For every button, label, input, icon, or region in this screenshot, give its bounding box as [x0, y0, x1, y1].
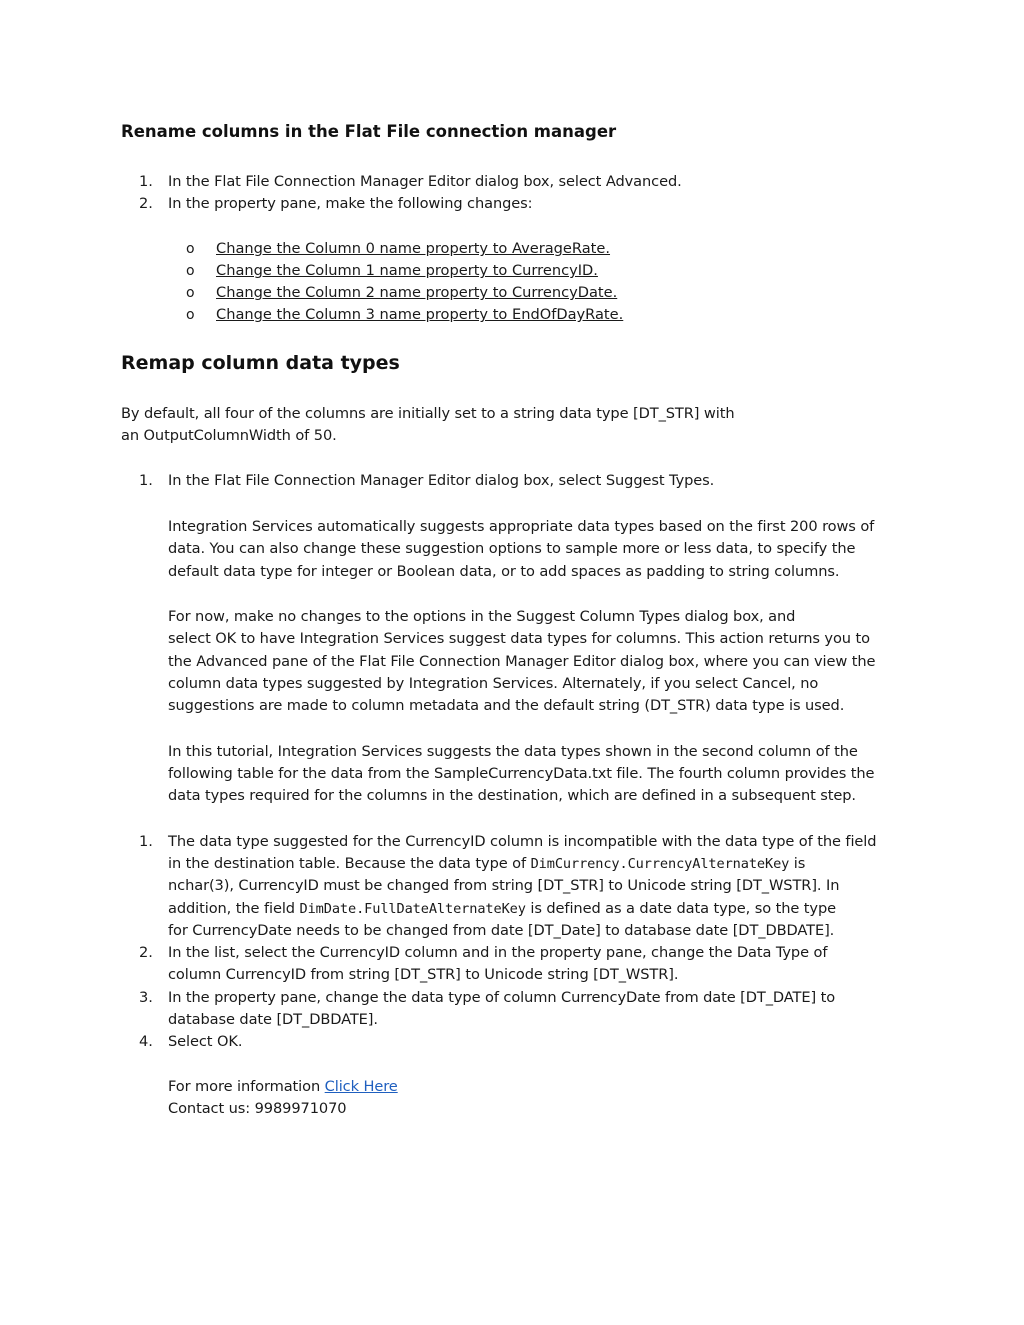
step-number: 3. — [139, 989, 153, 1006]
code-dimcurrency-key: DimCurrency.CurrencyAlternateKey — [530, 856, 790, 872]
paragraph-line: default data type for integer or Boolean data, or to add spaces as padding to string columns. — [168, 563, 840, 580]
step-number: 1. — [139, 833, 153, 850]
step-text: In the property pane, change the data type of column CurrencyDate from date [DT_DATE] to — [168, 989, 836, 1006]
paragraph-line: the Advanced pane of the Flat File Connection Manager Editor dialog box, where you can view the — [168, 653, 876, 670]
paragraph-line: Integration Services automatically suggests appropriate data types based on the first 200 rows of — [168, 518, 875, 535]
bullet-icon: o — [186, 285, 195, 301]
text-run: in the destination table. Because the data type of — [168, 855, 531, 872]
step-text: nchar(3), CurrencyID must be changed from string [DT_STR] to Unicode string [DT_WSTR]. In — [168, 877, 840, 894]
step-text: In the Flat File Connection Manager Editor dialog box, select Suggest Types. — [168, 472, 715, 489]
text-run: is — [789, 855, 806, 872]
paragraph-line: In this tutorial, Integration Services suggests the data types shown in the second column of the — [168, 743, 858, 760]
step-number: 1. — [139, 472, 153, 489]
section-heading-rename-columns: Rename columns in the Flat File connection manager — [121, 122, 617, 141]
step-text: column CurrencyID from string [DT_STR] to Unicode string [DT_WSTR]. — [168, 966, 679, 983]
step-number: 1. — [139, 173, 153, 190]
step-text: The data type suggested for the CurrencyID column is incompatible with the data type of the field — [168, 833, 877, 850]
step-number: 2. — [139, 195, 153, 212]
paragraph-line: following table for the data from the SampleCurrencyData.txt file. The fourth column provides the — [168, 765, 875, 782]
step-text: database date [DT_DBDATE]. — [168, 1011, 378, 1028]
change-item-link[interactable]: Change the Column 1 name property to CurrencyID. — [216, 262, 598, 279]
bullet-icon: o — [186, 307, 195, 323]
paragraph-line: column data types suggested by Integration Services. Alternately, if you select Cancel, no — [168, 675, 819, 692]
intro-line: an OutputColumnWidth of 50. — [121, 427, 337, 444]
step-text: Select OK. — [168, 1033, 243, 1050]
change-item-link[interactable]: Change the Column 3 name property to EndOfDayRate. — [216, 306, 624, 323]
step-text: In the Flat File Connection Manager Editor dialog box, select Advanced. — [168, 173, 682, 190]
contact-line: Contact us: 9989971070 — [168, 1100, 347, 1117]
step-text: In the list, select the CurrencyID column and in the property pane, change the Data Type of — [168, 944, 828, 961]
click-here-link[interactable]: Click Here — [324, 1078, 398, 1095]
paragraph-line: suggestions are made to column metadata and the default string (DT_STR) data type is used. — [168, 697, 845, 714]
paragraph-line: For now, make no changes to the options in the Suggest Column Types dialog box, and — [168, 608, 796, 625]
code-dimdate-key: DimDate.FullDateAlternateKey — [299, 901, 526, 917]
step-number: 4. — [139, 1033, 153, 1050]
step-text — [168, 853, 805, 875]
step-text: In the property pane, make the following changes: — [168, 195, 533, 212]
bullet-icon: o — [186, 263, 195, 279]
step-number: 2. — [139, 944, 153, 961]
bullet-icon: o — [186, 241, 195, 257]
text-run: addition, the field — [168, 900, 300, 917]
step-text — [168, 898, 836, 920]
more-info-label: For more information — [168, 1078, 325, 1095]
step-text: for CurrencyDate needs to be changed from date [DT_Date] to database date [DT_DBDATE]. — [168, 922, 835, 939]
section-heading-remap-types: Remap column data types — [121, 352, 400, 374]
intro-line: By default, all four of the columns are initially set to a string data type [DT_STR] with — [121, 405, 735, 422]
paragraph-line: select OK to have Integration Services suggest data types for columns. This action returns you to — [168, 630, 870, 647]
text-run: is defined as a date data type, so the type — [525, 900, 837, 917]
paragraph-line: data. You can also change these suggestion options to sample more or less data, to specify the — [168, 540, 856, 557]
paragraph-line: data types required for the columns in the destination, which are defined in a subsequent step. — [168, 787, 856, 804]
change-item-link[interactable]: Change the Column 2 name property to CurrencyDate. — [216, 284, 618, 301]
change-item-link[interactable]: Change the Column 0 name property to AverageRate. — [216, 240, 611, 257]
more-info-line — [168, 1076, 398, 1098]
